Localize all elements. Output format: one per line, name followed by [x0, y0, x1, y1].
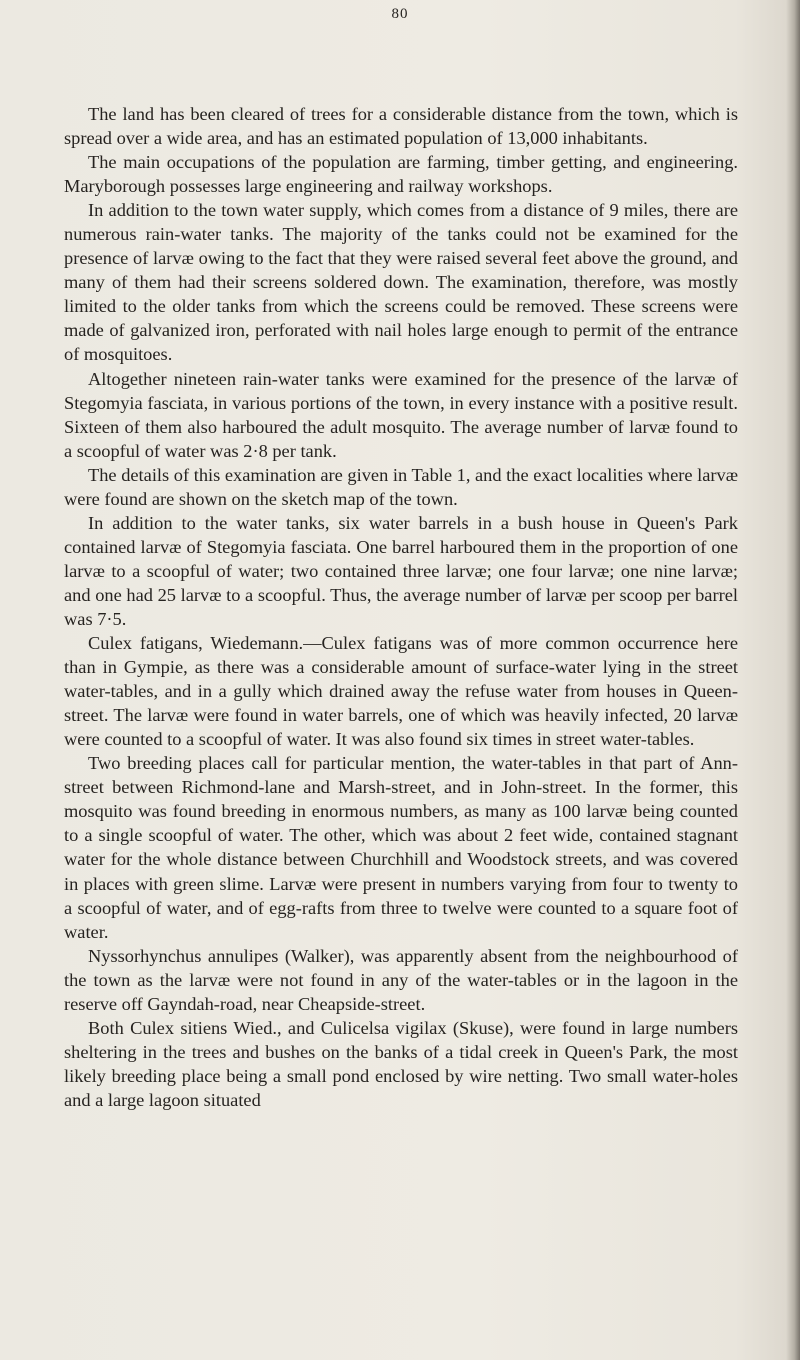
paragraph: The land has been cleared of trees for a considerable distance from the town, which is spread over a wide area, and has an estimated population of 13,000 inhabitants.: [64, 104, 738, 149]
paragraph: Both Culex sitiens Wied., and Culicelsa vigilax (Skuse), were found in large numbers sheltering in the trees and bushes on the banks of a tidal creek in Queen's Park, the most likely breeding place being a small pond enclosed by wire netting. Two small water-holes and a large lagoon situated: [64, 1017, 738, 1110]
paragraph: Two breeding places call for particular mention, the water-tables in that part of Ann-street between Richmond-lane and Marsh-street, and in John-street. In the former, this mosquito was found breeding in enormous numbers, as many as 100 larvæ being counted to a single scoopful of water. The other, which was about 2 feet wide, contained stagnant water for the whole distance between Churchhill and Woodstock streets, and was covered in places with green slime. Larvæ were present in numbers varying from four to twenty to a scoopful of water, and of egg-rafts from three to twelve were counted to a square foot of water.: [64, 753, 738, 942]
paragraph: The details of this examination are given in Table 1, and the exact localities where larvæ were found are shown on the sketch map of the town.: [64, 464, 738, 509]
body-text: [64, 102, 738, 1112]
paragraph: In addition to the water tanks, six water barrels in a bush house in Queen's Park contained larvæ of Stegomyia fasciata. One barrel harboured them in the proportion of one larvæ to a scoopful of water; two contained three larvæ; one four larvæ; one nine larvæ; and one had 25 larvæ to a scoopful. Thus, the average number of larvæ per scoop per barrel was 7·5.: [64, 512, 738, 629]
paragraph: In addition to the town water supply, which comes from a distance of 9 miles, there are numerous rain-water tanks. The majority of the tanks could not be examined for the presence of larvæ owing to the fact that they were raised several feet above the ground, and many of them had their screens soldered down. The examination, therefore, was mostly limited to the older tanks from which the screens could be removed. These screens were made of galvanized iron, perforated with nail holes large enough to permit of the entrance of mosquitoes.: [64, 200, 738, 365]
paragraph: Culex fatigans, Wiedemann.—Culex fatigans was of more common occurrence here than in Gympie, as there was a considerable amount of surface-water lying in the street water-tables, and in a gully which drained away the refuse water from houses in Queen-street. The larvæ were found in water barrels, one of which was heavily infected, 20 larvæ were counted to a scoopful of water. It was also found six times in street water-tables.: [64, 633, 738, 750]
paragraph: Altogether nineteen rain-water tanks were examined for the presence of the larvæ of Stegomyia fasciata, in various portions of the town, in every instance with a positive result. Sixteen of them also harboured the adult mosquito. The average number of larvæ found to a scoopful of water was 2·8 per tank.: [64, 368, 738, 461]
paragraph: The main occupations of the population are farming, timber getting, and engineering. Maryborough possesses large engineering and railway workshops.: [64, 152, 738, 197]
page-number: 80: [391, 6, 409, 22]
paragraph: Nyssorhynchus annulipes (Walker), was apparently absent from the neighbourhood of the town as the larvæ were not found in any of the water-tables or in the lagoon in the reserve off Gayndah-road, near Cheapside-street.: [64, 945, 738, 1014]
binding-shadow: [786, 0, 800, 1360]
